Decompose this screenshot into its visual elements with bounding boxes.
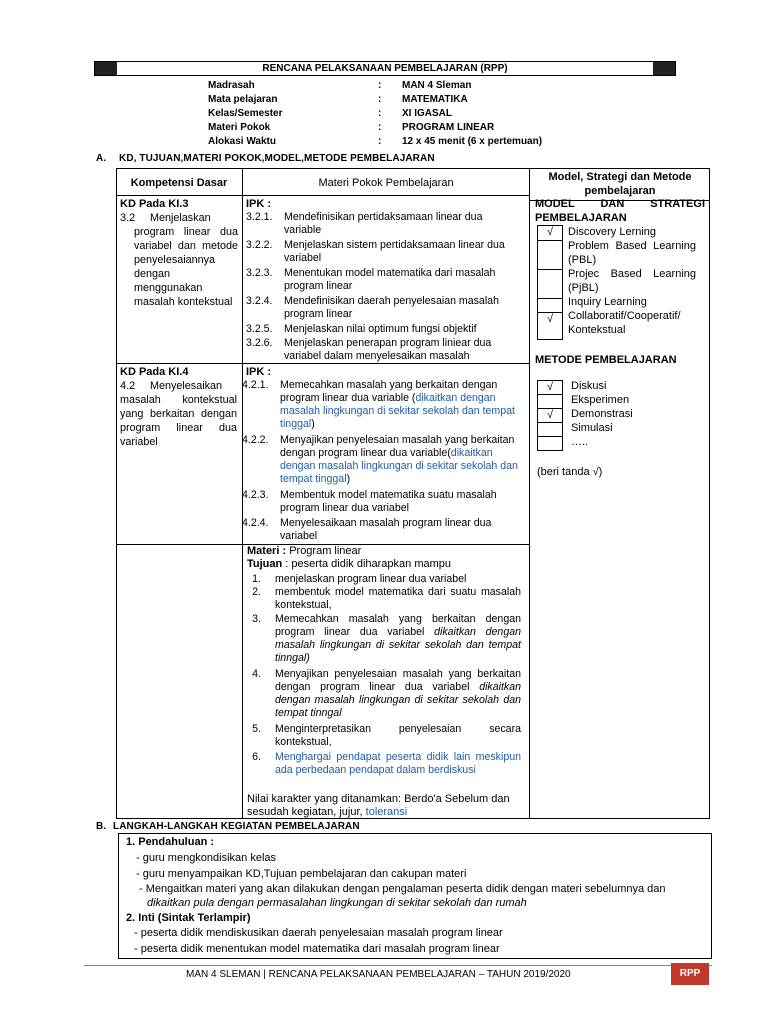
section-a-letter: A.	[96, 153, 107, 164]
pendahuluan-item: - guru mengkondisikan kelas	[136, 852, 277, 864]
table-border	[116, 168, 710, 169]
model-option-label: Discovery Lerning	[568, 226, 657, 238]
ipk-text-blue: dikaitkan dengan masalah lingkungan di sekitar sekolah dan tempat tinggal	[280, 392, 515, 430]
ipk-number: 3.2.3.	[246, 267, 273, 279]
metode-checkbox: √	[537, 380, 563, 395]
objective-text-main: Menyajikan penyelesaian masalah yang berkaitan dengan program linear dua variabel	[275, 668, 521, 693]
objective-text	[275, 613, 521, 665]
kd4-title: KD Pada KI.4	[120, 366, 189, 378]
ipk-text	[280, 379, 525, 431]
document-title: RENCANA PELAKSANAAN PEMBELAJARAN (RPP)	[262, 63, 508, 74]
tujuan-row	[247, 557, 451, 571]
objective-text	[275, 751, 521, 777]
objective-text-italic: dikaitkan dengan masalah lingkungan di sekitar sekolah dan tempat tinngal)	[275, 626, 521, 664]
ipk-text: Menjelaskan nilai optimum fungsi objektif	[284, 323, 477, 335]
objective-text	[275, 573, 521, 586]
ipk-text-main: Menyelesaikaan masalah program linear dua variabel	[280, 517, 492, 542]
ipk-text: Mendefinisikan pertidaksamaan linear dua variable	[284, 211, 483, 236]
table-col-line	[529, 168, 530, 819]
model-option-label: Collaboratif/Cooperatif/ Kontekstual	[568, 310, 681, 336]
ipk-text-main: Menyajikan penyelesaian masalah yang berkaitan dengan program linear dua variable(	[280, 434, 515, 459]
title-bar-left-block	[95, 62, 117, 75]
objective-text-main: Menginterpretasikan penyelesaian secara kontekstual,	[275, 723, 521, 748]
info-value: XI IGASAL	[402, 108, 453, 119]
info-value: MATEMATIKA	[402, 94, 468, 105]
objective-number: 4.	[252, 668, 261, 680]
metode-title: METODE PEMBELAJARAN	[535, 354, 677, 366]
ipk-number: 4.2.3.	[242, 489, 269, 501]
tujuan-value: : peserta didik diharapkan mampu	[285, 558, 452, 570]
table-header-line	[116, 195, 529, 196]
metode-checkbox	[537, 436, 563, 451]
objective-text	[275, 586, 521, 612]
kd3-text: Menjelaskan program linear dua variabel dan metode penyelesaiannya dengan menggunakan masalah kontekstual	[134, 212, 238, 308]
ipk-number: 3.2.5.	[246, 323, 273, 335]
ipk-number: 4.2.1.	[242, 379, 269, 391]
metode-option-label: Diskusi	[571, 380, 607, 392]
info-colon: :	[378, 136, 382, 147]
karakter-main: Nilai karakter yang ditanamkan: Berdo'a Sebelum dan sesudah kegiatan, jujur,	[247, 793, 510, 818]
model-title: PEMBELAJARAN	[535, 212, 627, 224]
section-a-title: KD, TUJUAN,MATERI POKOK,MODEL,METODE PEMBELAJARAN	[119, 153, 435, 164]
tujuan-label: Tujuan	[247, 558, 283, 570]
header-materi: Materi Pokok Pembelajaran	[318, 177, 454, 189]
metode-option-label: Eksperimen	[571, 394, 630, 406]
objective-text	[275, 723, 521, 749]
info-colon: :	[378, 108, 382, 119]
ipk-text: Menjelaskan penerapan program liniear dua variabel dalam menyelesaikan masalah	[284, 337, 492, 362]
ipk-number: 3.2.6.	[246, 337, 273, 349]
kd4-num: 4.2	[120, 380, 136, 392]
metode-option-label: Simulasi	[571, 422, 613, 434]
info-value: MAN 4 Sleman	[402, 80, 472, 91]
info-colon: :	[378, 94, 382, 105]
pendahuluan-italic: dikaitkan pula dengan permasalahan lingkungan di sekitar sekolah dan rumah	[147, 897, 527, 909]
metode-option-label: …..	[571, 436, 589, 448]
metode-checkbox	[537, 394, 563, 409]
ipk-text-main: Memecahkan masalah yang berkaitan dengan program linear dua variable (	[280, 379, 498, 404]
kd3-num: 3.2	[120, 212, 136, 224]
metode-checkbox: √	[537, 408, 563, 423]
header-model: Model, Strategi dan Metode pembelajaran	[548, 171, 692, 197]
objective-number: 6.	[252, 751, 261, 763]
info-colon: :	[378, 80, 382, 91]
model-checkbox	[537, 269, 563, 299]
objective-number: 5.	[252, 723, 261, 735]
objective-text-main: membentuk model matematika dari suatu masalah kontekstual,	[275, 586, 521, 611]
title-bar-right-block	[653, 62, 675, 75]
objective-text-main: Menghargai pendapat peserta didik lain meskipun ada perbedaan pendapat dalam berdiskusi	[275, 751, 521, 776]
model-checkbox	[537, 298, 563, 313]
info-key: Kelas/Semester	[208, 108, 283, 119]
rpp-badge: RPP	[671, 963, 709, 985]
pendahuluan-item: - Mengaitkan materi yang akan dilakukan dengan pengalaman peserta didik dengan materi sebelumnya dan	[139, 883, 666, 895]
metode-option-label: Demonstrasi	[571, 408, 633, 420]
model-checkbox	[537, 240, 563, 270]
ipk-number: 3.2.1.	[246, 211, 273, 223]
model-option-label: Problem Based Learning (PBL)	[568, 240, 696, 266]
model-option-label: Projec Based Learning (PjBL)	[568, 268, 696, 294]
ipk-text-main: Membentuk model matematika suatu masalah program linear dua variabel	[280, 489, 497, 514]
materi-label: Materi :	[247, 545, 287, 557]
ipk-text	[280, 434, 525, 486]
objective-number: 2.	[252, 586, 261, 598]
ipk4-label: IPK :	[246, 366, 272, 378]
table-border	[709, 168, 710, 819]
info-key: Madrasah	[208, 80, 255, 91]
materi-row	[247, 544, 361, 558]
table-border	[116, 168, 117, 819]
header-kd: Kompetensi Dasar	[130, 177, 228, 189]
karakter-blue: toleransi	[365, 806, 408, 818]
section-b-title: LANGKAH-LANGKAH KEGIATAN PEMBELAJARAN	[113, 821, 360, 832]
inti-heading: 2. Inti (Sintak Terlampir)	[126, 912, 251, 924]
info-key: Materi Pokok	[208, 122, 271, 133]
document-title-bar	[94, 61, 676, 76]
objective-number: 1.	[252, 573, 261, 585]
ipk-text-end: )	[311, 418, 315, 430]
pendahuluan-item: - guru menyampaikan KD,Tujuan pembelajaran dan cakupan materi	[136, 868, 467, 880]
info-key: Mata pelajaran	[208, 94, 278, 105]
section-b-letter: B.	[96, 821, 107, 832]
model-checkbox: √	[537, 312, 563, 340]
ipk-text: Menjelaskan sistem pertidaksamaan linear dua variabel	[284, 239, 505, 264]
kd-table	[116, 168, 710, 819]
ipk-text	[280, 517, 525, 543]
table-row-line	[116, 363, 529, 364]
ipk-text-blue: dikaitkan dengan masalah lingkungan di sekitar sekolah dan tempat tinggal	[280, 447, 518, 485]
objective-text-main: menjelaskan program linear dua variabel	[275, 573, 467, 585]
info-colon: :	[378, 122, 382, 133]
materi-value: Program linear	[289, 545, 362, 557]
ipk3-label: IPK :	[246, 198, 272, 210]
objective-number: 3.	[252, 613, 261, 625]
karakter-text	[247, 793, 523, 819]
activity-steps-box	[118, 833, 712, 959]
ipk-text: Mendefinisikan daerah penyelesaian masalah program linear	[284, 295, 499, 320]
objective-text	[275, 668, 521, 720]
kd4-text: Menyelesaikan masalah kontekstual yang berkaitan dengan program linear dua variabel	[120, 380, 237, 448]
metode-checkbox	[537, 422, 563, 437]
model-checkbox: √	[537, 225, 563, 241]
ipk-text: Menentukan model matematika dari masalah program linear	[284, 267, 496, 292]
objective-text-main: Memecahkan masalah yang berkaitan dengan program linear dua variabel	[275, 613, 521, 638]
info-value: PROGRAM LINEAR	[402, 122, 495, 133]
ipk-text	[280, 489, 525, 515]
pendahuluan-heading: 1. Pendahuluan :	[126, 836, 215, 848]
footer-text: MAN 4 SLEMAN | RENCANA PELAKSANAAN PEMBELAJARAN – TAHUN 2019/2020	[186, 969, 571, 980]
inti-item: - peserta didik mendiskusikan daerah penyelesaian masalah program linear	[134, 927, 503, 939]
model-title-1: MODEL DAN STRATEGI	[535, 198, 705, 210]
ipk-number: 3.2.4.	[246, 295, 273, 307]
checkmark-note: (beri tanda √)	[537, 466, 603, 478]
footer-divider	[84, 965, 712, 966]
ipk-text-end: )	[346, 473, 351, 485]
objective-text-italic: dikaitkan dengan masalah lingkungan di sekitar sekolah dan tempat tinngal	[275, 681, 521, 719]
info-value: 12 x 45 menit (6 x pertemuan)	[402, 136, 543, 147]
info-key: Alokasi Waktu	[208, 136, 276, 147]
model-option-label: Inquiry Learning	[568, 296, 647, 308]
ipk-number: 4.2.4.	[242, 517, 269, 529]
ipk-number: 4.2.2.	[242, 434, 269, 446]
ipk-number: 3.2.2.	[246, 239, 273, 251]
inti-item: - peserta didik menentukan model matematika dari masalah program linear	[134, 943, 500, 955]
kd3-title: KD Pada KI.3	[120, 198, 189, 210]
